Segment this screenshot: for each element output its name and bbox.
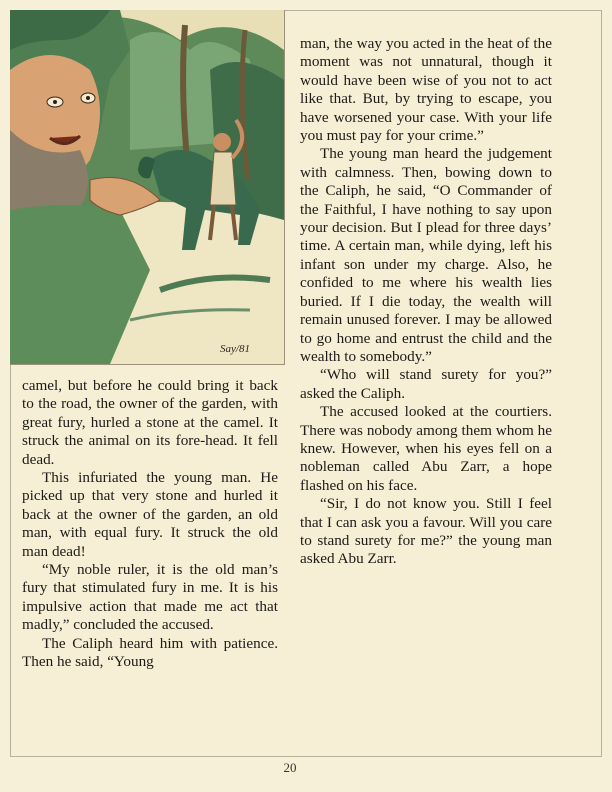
illustration-signature: Say/81 xyxy=(220,343,250,355)
paragraph: The accused looked at the courtiers. There was nobody among them whom he knew. However, when his eyes fell on a nobleman called Abu Zarr, a hope flashed on his face. xyxy=(300,403,552,494)
story-illustration xyxy=(10,10,285,365)
paragraph: The young man heard the judgement with calmness. Then, bowing down to the Caliph, he said, “O Commander of the Faithful, I have nothing to say upon your decision. But I plead for three days’ time. A certain man, while dying, left his infant son under my charge. Also, he confided to me where his wealth lies buried. If I die today, the wealth will remain unused forever. I may be allowed to go home and entrust the child and the wealth to somebody.” xyxy=(300,145,552,365)
paragraph: “My noble ruler, it is the old man’s fury that stimulated fury in me. It is his impulsive action that made me act that madly,” concluded the accused. xyxy=(22,561,278,634)
page-number: 20 xyxy=(283,760,297,775)
paragraph: This infuriated the young man. He picked up that very stone and hurled it back at the owner of the garden, an old man, with equal fury. It struck the old man dead! xyxy=(22,469,278,560)
paragraph: “Sir, I do not know you. Still I feel that I can ask you a favour. Will you care to stand surety for me?” the young man asked Abu Zarr. xyxy=(300,495,552,568)
left-text-column xyxy=(22,377,278,672)
illustration-drawing xyxy=(10,10,284,364)
paragraph: “Who will stand surety for you?” asked the Caliph. xyxy=(300,366,552,402)
right-text-column xyxy=(300,35,552,569)
paragraph: man, the way you acted in the heat of the moment was not unnatural, though it would have been wise of you not to act like that. But, by trying to escape, you have worsened your case. With your life you must pay for your crime.” xyxy=(300,35,552,145)
paragraph: The Caliph heard him with patience. Then he said, “Young xyxy=(22,634,278,671)
paragraph: camel, but before he could bring it back to the road, the owner of the garden, with great fury, hurled a stone at the camel. It struck the animal on its fore-head. It fell dead. xyxy=(22,377,278,468)
